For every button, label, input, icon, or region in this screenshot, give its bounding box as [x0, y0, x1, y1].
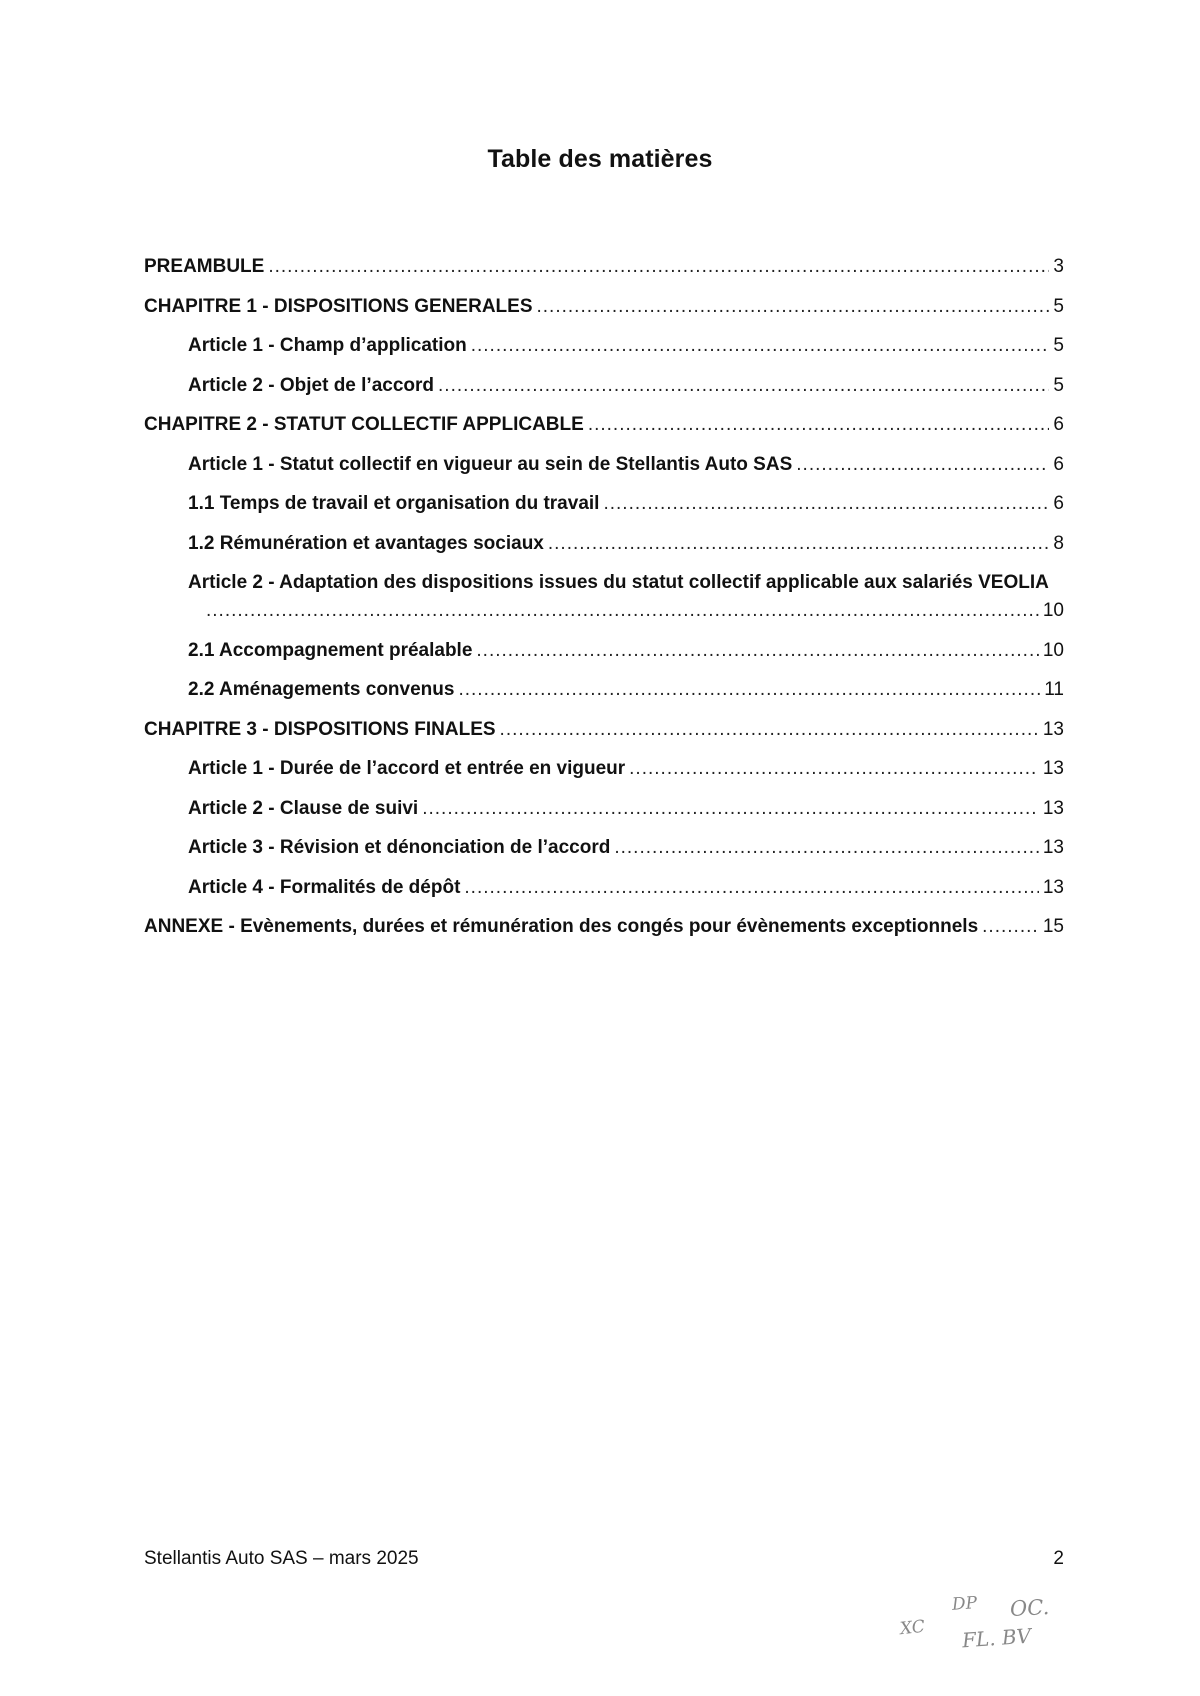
dot-leader	[629, 757, 1039, 781]
toc-entry-title: 2.1 Accompagnement préalable	[188, 639, 473, 661]
footer-company-date: Stellantis Auto SAS – mars 2025	[144, 1548, 419, 1569]
toc-entry-title: Article 2 - Adaptation des dispositions issues du statut collectif applicable aux salariés VEOLIA	[188, 572, 1049, 593]
toc-entry-title: CHAPITRE 1 - DISPOSITIONS GENERALES	[144, 295, 533, 317]
toc-entry[interactable]	[144, 255, 1064, 279]
dot-leader	[500, 718, 1039, 742]
toc-page-number: 5	[1053, 295, 1064, 317]
dot-leader	[471, 334, 1050, 358]
toc-page-number: 13	[1042, 758, 1064, 779]
toc-page-number: 3	[1053, 256, 1064, 277]
toc-page-number: 5	[1053, 374, 1064, 396]
toc-page-number: 6	[1053, 414, 1064, 435]
dot-leader	[458, 678, 1040, 702]
toc-entry-title: Article 2 - Objet de l’accord	[188, 374, 435, 396]
dot-leader	[464, 876, 1038, 900]
toc-entry-title: 1.1 Temps de travail et organisation du travail	[188, 493, 600, 514]
toc-entry-title: Article 1 - Durée de l’accord et entrée en vigueur	[188, 758, 626, 779]
dot-leader	[603, 492, 1049, 516]
initials-fl-bv: FL. BV	[961, 1623, 1032, 1653]
dot-leader	[614, 836, 1039, 860]
dot-leader	[206, 599, 1039, 623]
toc-page-number: 13	[1042, 797, 1064, 819]
toc-page-number: 6	[1053, 493, 1064, 514]
toc-entry-title: PREAMBULE	[144, 256, 265, 277]
toc-entry[interactable]	[144, 492, 1064, 516]
initials-dp: DP	[951, 1593, 978, 1615]
toc-entry-title: Article 1 - Champ d’application	[188, 335, 467, 356]
toc-entry-title: 2.2 Aménagements convenus	[188, 679, 455, 700]
toc-entry[interactable]	[144, 413, 1064, 437]
dot-leader	[982, 915, 1039, 939]
toc-entry-title: CHAPITRE 2 - STATUT COLLECTIF APPLICABLE	[144, 414, 584, 435]
toc-entry[interactable]	[144, 678, 1064, 702]
toc-page-number: 5	[1053, 335, 1064, 356]
toc-page-number: 11	[1044, 679, 1064, 700]
toc-page-number: 15	[1042, 916, 1064, 937]
toc-page-number: 10	[1042, 600, 1064, 621]
dot-leader	[438, 374, 1049, 398]
dot-leader	[268, 255, 1049, 279]
toc-entry-title: CHAPITRE 3 - DISPOSITIONS FINALES	[144, 718, 496, 740]
toc-entry[interactable]	[144, 374, 1064, 398]
toc-entry[interactable]	[144, 295, 1064, 319]
initials-xc: XC	[899, 1616, 926, 1640]
toc-entry[interactable]	[144, 639, 1064, 663]
table-of-contents	[144, 255, 1064, 955]
toc-entry[interactable]	[144, 797, 1064, 821]
dot-leader	[796, 453, 1049, 477]
toc-page-number: 8	[1053, 532, 1064, 554]
toc-entry-title: Article 4 - Formalités de dépôt	[188, 876, 461, 898]
toc-entry-title: ANNEXE - Evènements, durées et rémunération des congés pour évènements exceptionnels	[144, 916, 979, 937]
dot-leader	[476, 639, 1038, 663]
toc-entry[interactable]	[144, 915, 1064, 939]
toc-entry[interactable]	[144, 757, 1064, 781]
dot-leader	[422, 797, 1039, 821]
footer-page-number: 2	[1053, 1548, 1064, 1569]
page-title: Table des matières	[487, 145, 713, 173]
dot-leader	[588, 413, 1050, 437]
toc-page-number: 13	[1042, 718, 1064, 740]
initials-oc: OC.	[1009, 1594, 1050, 1622]
toc-entry-title: Article 1 - Statut collectif en vigueur au sein de Stellantis Auto SAS	[188, 453, 793, 475]
dot-leader	[548, 532, 1050, 556]
toc-entry[interactable]	[144, 532, 1064, 556]
toc-page-number: 13	[1042, 876, 1064, 898]
toc-page-number: 6	[1053, 453, 1064, 475]
toc-entry[interactable]	[144, 571, 1064, 623]
toc-entry-title: Article 2 - Clause de suivi	[188, 797, 419, 819]
toc-entry[interactable]	[144, 876, 1064, 900]
handwritten-initials	[900, 1590, 1080, 1660]
toc-entry[interactable]	[144, 836, 1064, 860]
toc-entry[interactable]	[144, 453, 1064, 477]
page-footer	[144, 1548, 1064, 1570]
toc-page-number: 10	[1042, 639, 1064, 661]
toc-entry-title: Article 3 - Révision et dénonciation de l’accord	[188, 837, 611, 858]
toc-entry[interactable]	[144, 334, 1064, 358]
toc-entry[interactable]	[144, 718, 1064, 742]
toc-entry-title: 1.2 Rémunération et avantages sociaux	[188, 532, 544, 554]
toc-page-number: 13	[1042, 837, 1064, 858]
dot-leader	[537, 295, 1050, 319]
